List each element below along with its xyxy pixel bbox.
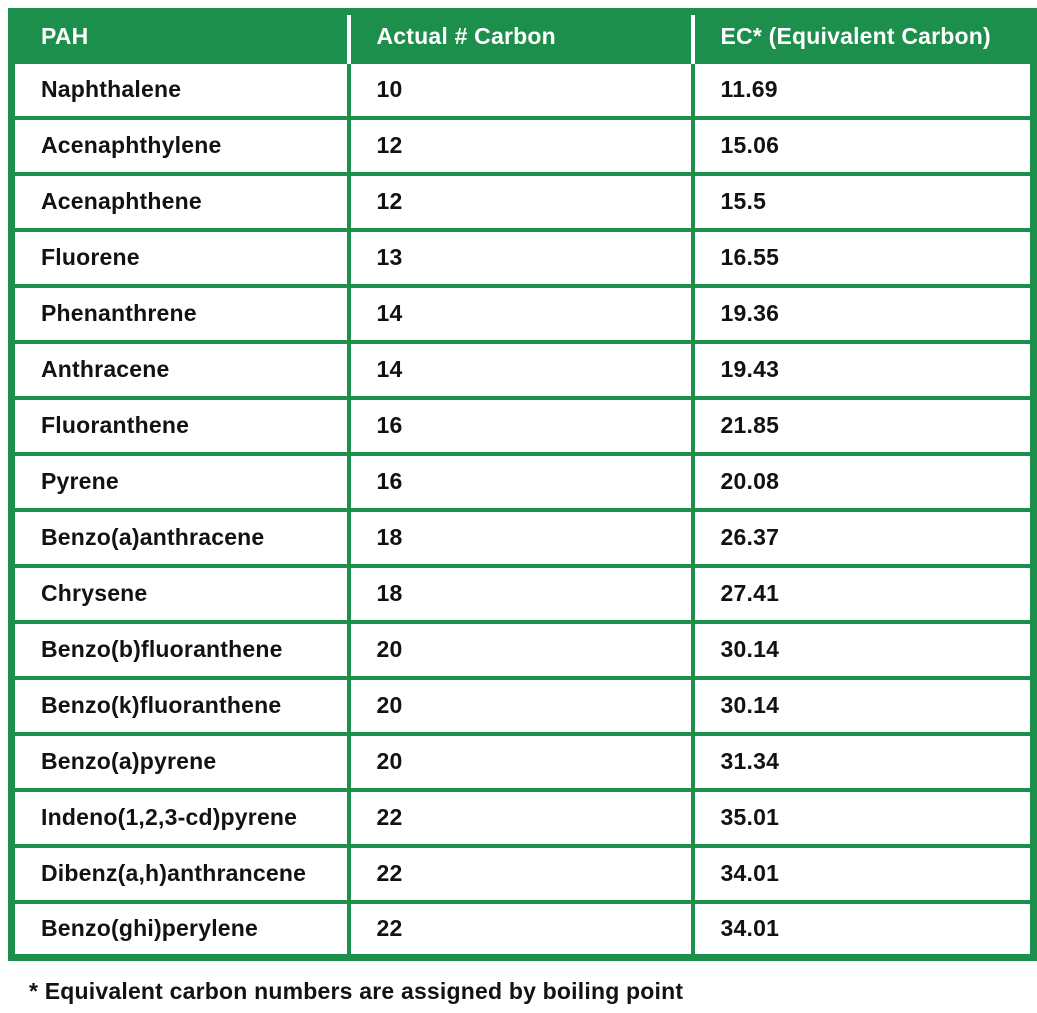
pah-name-cell: Acenaphthene xyxy=(12,174,349,230)
pah-name-cell: Benzo(a)pyrene xyxy=(12,734,349,790)
pah-name-cell: Fluoranthene xyxy=(12,398,349,454)
ec-value-cell: 30.14 xyxy=(693,678,1034,734)
ec-value-cell: 16.55 xyxy=(693,230,1034,286)
pah-name-cell: Indeno(1,2,3-cd)pyrene xyxy=(12,790,349,846)
ec-value-cell: 21.85 xyxy=(693,398,1034,454)
table-row xyxy=(12,510,1034,566)
table-row xyxy=(12,398,1034,454)
pah-name-cell: Fluorene xyxy=(12,230,349,286)
ec-value-cell: 19.36 xyxy=(693,286,1034,342)
pah-name-cell: Benzo(a)anthracene xyxy=(12,510,349,566)
carbon-count-cell: 12 xyxy=(349,174,693,230)
ec-value-cell: 34.01 xyxy=(693,902,1034,958)
column-header-equivalent-carbon: EC* (Equivalent Carbon) xyxy=(693,12,1034,62)
table-row xyxy=(12,622,1034,678)
carbon-count-cell: 16 xyxy=(349,398,693,454)
table-row xyxy=(12,118,1034,174)
carbon-count-cell: 16 xyxy=(349,454,693,510)
table-row xyxy=(12,454,1034,510)
table-row xyxy=(12,734,1034,790)
ec-value-cell: 34.01 xyxy=(693,846,1034,902)
table-row xyxy=(12,790,1034,846)
pah-name-cell: Chrysene xyxy=(12,566,349,622)
table-row xyxy=(12,846,1034,902)
pah-name-cell: Dibenz(a,h)anthrancene xyxy=(12,846,349,902)
table-row xyxy=(12,678,1034,734)
table-row xyxy=(12,286,1034,342)
column-header-pah: PAH xyxy=(12,12,349,62)
pah-name-cell: Acenaphthylene xyxy=(12,118,349,174)
carbon-count-cell: 20 xyxy=(349,622,693,678)
ec-value-cell: 19.43 xyxy=(693,342,1034,398)
carbon-count-cell: 18 xyxy=(349,510,693,566)
pah-name-cell: Benzo(k)fluoranthene xyxy=(12,678,349,734)
carbon-count-cell: 12 xyxy=(349,118,693,174)
carbon-count-cell: 18 xyxy=(349,566,693,622)
pah-name-cell: Anthracene xyxy=(12,342,349,398)
ec-value-cell: 15.06 xyxy=(693,118,1034,174)
ec-value-cell: 11.69 xyxy=(693,62,1034,118)
carbon-count-cell: 14 xyxy=(349,286,693,342)
table-row xyxy=(12,342,1034,398)
carbon-count-cell: 20 xyxy=(349,678,693,734)
ec-value-cell: 27.41 xyxy=(693,566,1034,622)
carbon-count-cell: 10 xyxy=(349,62,693,118)
pah-ec-table xyxy=(8,8,1037,961)
table-row xyxy=(12,902,1034,958)
pah-name-cell: Benzo(b)fluoranthene xyxy=(12,622,349,678)
table-row xyxy=(12,62,1034,118)
carbon-count-cell: 20 xyxy=(349,734,693,790)
pah-name-cell: Benzo(ghi)perylene xyxy=(12,902,349,958)
column-header-actual-carbon: Actual # Carbon xyxy=(349,12,693,62)
carbon-count-cell: 22 xyxy=(349,902,693,958)
table-row xyxy=(12,174,1034,230)
ec-value-cell: 26.37 xyxy=(693,510,1034,566)
ec-value-cell: 15.5 xyxy=(693,174,1034,230)
footnote: * Equivalent carbon numbers are assigned by boiling point xyxy=(29,978,684,1004)
pah-name-cell: Phenanthrene xyxy=(12,286,349,342)
table-row xyxy=(12,230,1034,286)
carbon-count-cell: 13 xyxy=(349,230,693,286)
carbon-count-cell: 14 xyxy=(349,342,693,398)
table-row xyxy=(12,566,1034,622)
ec-value-cell: 35.01 xyxy=(693,790,1034,846)
carbon-count-cell: 22 xyxy=(349,846,693,902)
table-body xyxy=(12,62,1034,958)
pah-name-cell: Naphthalene xyxy=(12,62,349,118)
ec-value-cell: 31.34 xyxy=(693,734,1034,790)
ec-value-cell: 20.08 xyxy=(693,454,1034,510)
pah-name-cell: Pyrene xyxy=(12,454,349,510)
carbon-count-cell: 22 xyxy=(349,790,693,846)
table-header-row xyxy=(12,12,1034,62)
ec-value-cell: 30.14 xyxy=(693,622,1034,678)
